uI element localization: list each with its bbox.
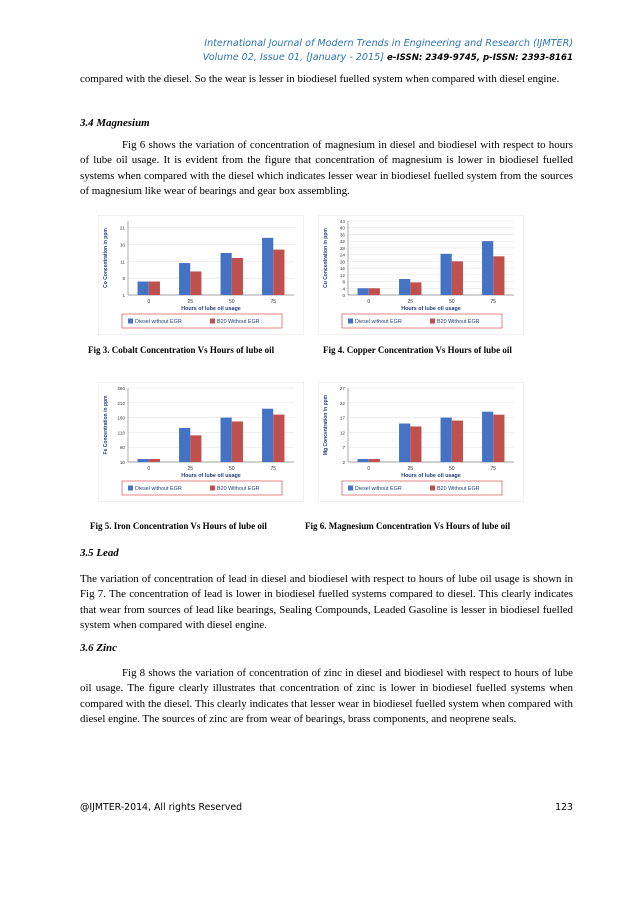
caption-fig6: Fig 6. Magnesium Concentration Vs Hours of lube oil <box>305 521 511 531</box>
bar-b20 <box>273 250 284 295</box>
y-tick-label: 1 <box>122 293 125 298</box>
section-heading-zinc: 3.6 Zinc <box>80 642 117 654</box>
x-tick-label: 75 <box>490 299 497 305</box>
y-tick-label: 8 <box>342 279 345 285</box>
bar-diesel <box>138 459 149 462</box>
paragraph-zinc: Fig 8 shows the variation of concentration of zinc in diesel and biodiesel with respect to hours of lube oil usage. The figure clearly illustrates that concentration of zinc is lower in biodiesel fuelled systems when compared with the diesel. This clearly indicates that lesser wear in biodiesel fuelled system when compared with diesel engine. The sources of zinc are from wear of bearings, brass components, and neoprene seals. <box>80 667 573 725</box>
x-tick-label: 50 <box>448 299 455 305</box>
y-tick-label: 16 <box>339 266 345 272</box>
x-tick-label: 25 <box>407 466 414 472</box>
legend-label-diesel: Diesel without EGR <box>135 319 182 325</box>
page-number: 123 <box>555 802 573 813</box>
caption-fig3: Fig 3. Cobalt Concentration Vs Hours of lube oil <box>88 345 275 355</box>
bar-b20 <box>190 435 201 462</box>
y-axis-label: Co Concentration in ppm <box>103 228 109 288</box>
x-tick-label: 50 <box>228 466 235 472</box>
x-tick-label: 0 <box>367 299 371 305</box>
x-tick-label: 0 <box>147 466 151 472</box>
bar-diesel <box>399 279 410 295</box>
legend-label-b20: B20 Without EGR <box>437 486 480 492</box>
y-tick-label: 210 <box>117 400 125 406</box>
legend-swatch-diesel <box>128 486 133 491</box>
paragraph-lead: The variation of concentration of lead in diesel and biodiesel with respect to hours of lube oil usage is shown in Fig 7. The concentration of lead is lower in biodiesel fuelled systems compared to diesel. This clearly indicates that wear from sources of lead like bearings, Sealing Compounds, Leaded Gasoline is lesser in biodiesel fuelled system when compared with diesel engine. <box>80 573 573 631</box>
paragraph-magnesium: Fig 6 shows the variation of concentration of magnesium in diesel and biodiesel with respect to hours of lube oil usage. It is evident from the figure that concentration of magnesium is lower in biodiesel fuelled systems when compared with the diesel which indicates lesser wear in biodiesel fuelled system from the sources of magnesium like wear of bearings and gear box assembling. <box>80 139 573 197</box>
page-footer <box>80 802 573 813</box>
caption-fig5: Fig 5. Iron Concentration Vs Hours of lube oil <box>90 521 267 531</box>
bar-diesel <box>358 288 369 295</box>
bar-diesel <box>221 418 232 462</box>
y-tick-label: 21 <box>119 225 125 231</box>
y-axis-label: Fe Concentration in ppm <box>103 395 109 455</box>
y-tick-label: 60 <box>119 445 125 451</box>
legend-label-diesel: Diesel without EGR <box>355 486 402 492</box>
section-heading-magnesium: 3.4 Magnesium <box>80 117 150 129</box>
chart-copper <box>318 215 524 335</box>
journal-title: International Journal of Modern Trends in Engineering and Research (IJMTER) <box>204 38 573 49</box>
y-tick-label: 28 <box>339 245 345 251</box>
x-tick-label: 0 <box>367 466 371 472</box>
journal-issn: e-ISSN: 2349-9745, p-ISSN: 2393-8161 <box>387 53 573 63</box>
y-tick-label: 36 <box>339 232 345 238</box>
caption-fig4: Fig 4. Copper Concentration Vs Hours of lube oil <box>323 345 512 355</box>
chart-magnesium <box>318 382 524 502</box>
bar-diesel <box>482 412 493 462</box>
legend-swatch-b20 <box>210 486 215 491</box>
x-tick-label: 50 <box>448 466 455 472</box>
y-tick-label: 44 <box>339 219 345 224</box>
x-tick-label: 75 <box>270 299 277 305</box>
legend-label-diesel: Diesel without EGR <box>355 319 402 325</box>
y-tick-label: 16 <box>119 242 125 248</box>
bar-b20 <box>369 459 380 462</box>
bar-b20 <box>273 415 284 462</box>
y-axis-label: Cu Concentration in ppm <box>323 228 329 288</box>
chart-iron-svg <box>98 382 304 502</box>
y-tick-label: 32 <box>339 239 345 245</box>
legend-swatch-diesel <box>348 319 353 324</box>
bar-diesel <box>482 241 493 295</box>
x-tick-label: 50 <box>228 299 235 305</box>
legend-swatch-diesel <box>128 319 133 324</box>
legend-label-b20: B20 Without EGR <box>437 319 480 325</box>
y-tick-label: 24 <box>339 252 345 258</box>
bar-b20 <box>493 415 504 462</box>
y-tick-label: 0 <box>342 293 345 298</box>
y-tick-label: 12 <box>339 430 345 436</box>
x-tick-label: 75 <box>270 466 277 472</box>
y-tick-label: 20 <box>339 259 345 265</box>
y-tick-label: 4 <box>342 286 345 292</box>
legend-label-b20: B20 Without EGR <box>217 486 260 492</box>
bar-b20 <box>232 421 243 462</box>
bar-b20 <box>190 271 201 295</box>
bar-b20 <box>452 261 463 295</box>
x-tick-label: 75 <box>490 466 497 472</box>
bar-diesel <box>262 238 273 295</box>
bar-diesel <box>399 424 410 462</box>
journal-volume-line <box>80 50 573 66</box>
section-heading-lead: 3.5 Lead <box>80 547 119 559</box>
legend-swatch-b20 <box>430 319 435 324</box>
x-tick-label: 25 <box>407 299 414 305</box>
legend-label-diesel: Diesel without EGR <box>135 486 182 492</box>
bar-b20 <box>149 282 160 295</box>
journal-volume: Volume 02, Issue 01, [January - 2015] <box>202 52 384 63</box>
legend-swatch-b20 <box>210 319 215 324</box>
y-tick-label: 160 <box>117 415 125 421</box>
chart-magnesium-svg <box>318 382 524 502</box>
bar-diesel <box>358 459 369 462</box>
bar-diesel <box>221 253 232 295</box>
y-tick-label: 17 <box>339 415 345 421</box>
x-axis-label: Hours of lube oil usage <box>181 473 241 479</box>
y-tick-label: 110 <box>117 430 125 436</box>
bar-b20 <box>452 421 463 462</box>
bar-b20 <box>410 426 421 462</box>
y-tick-label: 2 <box>342 460 345 465</box>
y-axis-label: Mg Concentration in ppm <box>323 394 329 456</box>
chart-copper-svg <box>318 215 524 335</box>
bar-diesel <box>179 428 190 462</box>
bar-b20 <box>149 459 160 462</box>
x-axis-label: Hours of lube oil usage <box>401 306 461 312</box>
y-tick-label: 260 <box>117 386 125 391</box>
y-tick-label: 12 <box>339 272 345 278</box>
bar-diesel <box>138 282 149 295</box>
chart-iron <box>98 382 304 502</box>
footer-copyright: @IJMTER-2014, All rights Reserved <box>80 802 243 813</box>
bar-diesel <box>441 418 452 462</box>
bar-b20 <box>232 258 243 295</box>
x-axis-label: Hours of lube oil usage <box>181 306 241 312</box>
bar-diesel <box>441 254 452 295</box>
chart-cobalt-svg <box>98 215 304 335</box>
y-tick-label: 27 <box>339 386 345 391</box>
legend-swatch-b20 <box>430 486 435 491</box>
x-tick-label: 25 <box>187 299 194 305</box>
y-tick-label: 11 <box>120 259 125 265</box>
y-tick-label: 7 <box>342 445 345 451</box>
y-tick-label: 6 <box>122 276 125 282</box>
chart-cobalt <box>98 215 304 335</box>
y-tick-label: 10 <box>119 460 125 465</box>
bar-b20 <box>369 288 380 295</box>
bar-b20 <box>493 256 504 295</box>
bar-diesel <box>262 409 273 462</box>
legend-swatch-diesel <box>348 486 353 491</box>
x-axis-label: Hours of lube oil usage <box>401 473 461 479</box>
bar-diesel <box>179 263 190 295</box>
bar-b20 <box>410 282 421 295</box>
legend-label-b20: B20 Without EGR <box>217 319 260 325</box>
x-tick-label: 25 <box>187 466 194 472</box>
x-tick-label: 0 <box>147 299 151 305</box>
y-tick-label: 40 <box>339 225 345 231</box>
paragraph-continuation: compared with the diesel. So the wear is lesser in biodiesel fuelled system when compared with diesel engine. <box>80 73 560 85</box>
y-tick-label: 22 <box>339 400 345 406</box>
